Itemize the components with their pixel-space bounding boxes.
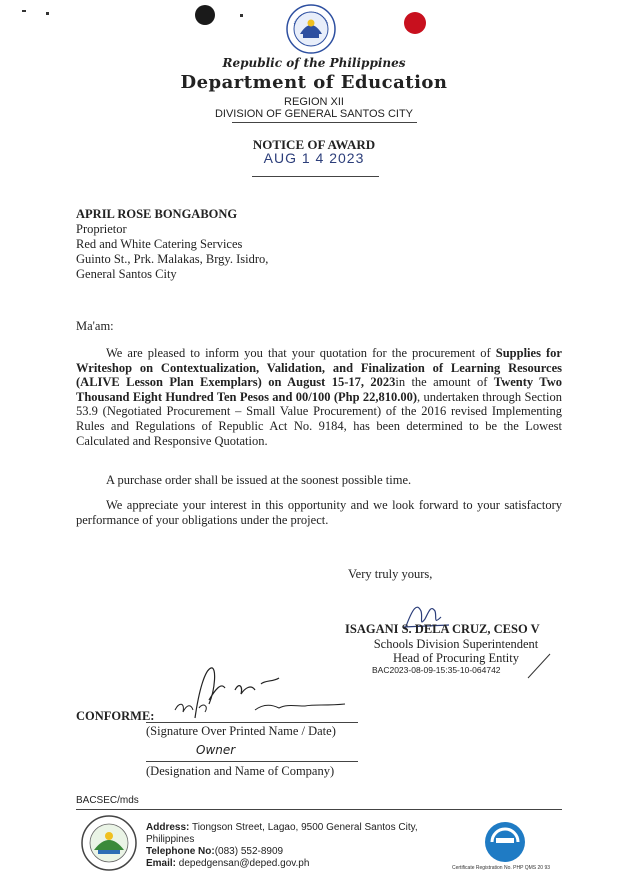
addressee-street: Guinto St., Prk. Malakas, Brgy. Isidro, xyxy=(76,252,269,266)
date-stamp: AUG 1 4 2023 xyxy=(263,150,365,166)
paragraph-appreciation: We appreciate your interest in this opportunity and we look forward to your satisfactory performance of your obligations under the project. xyxy=(76,498,562,527)
certificate-registration: Certificate Registration No. PHP QMS 20 93 xyxy=(452,865,551,871)
footer-email xyxy=(146,858,309,869)
notice-title: NOTICE OF AWARD xyxy=(252,137,376,152)
scan-speck xyxy=(240,14,243,17)
closing: Very truly yours, xyxy=(348,567,433,581)
salutation: Ma'am: xyxy=(76,319,114,333)
conforme-signature-line xyxy=(146,722,358,723)
scan-speck xyxy=(46,12,49,15)
designation-line xyxy=(146,761,358,762)
footer-address xyxy=(146,822,418,833)
signatory-name: ISAGANI S. DELA CRUZ, CESO V xyxy=(345,622,540,636)
telephone-label: Telephone No: xyxy=(146,846,215,857)
signatory-role: Head of Procuring Entity xyxy=(392,651,519,665)
black-circle-mark xyxy=(195,5,215,25)
deped-seal-logo xyxy=(286,4,336,54)
department-heading: Department of Education xyxy=(180,72,448,93)
republic-heading: Republic of the Philippines xyxy=(222,56,406,70)
handwritten-designation: Owner xyxy=(196,743,236,757)
telephone-value: (083) 552-8909 xyxy=(214,846,284,857)
p1-text-c: in the amount of xyxy=(395,375,494,390)
bacsec-initials: BACSEC/mds xyxy=(76,795,139,806)
paragraph-award xyxy=(76,346,562,448)
header-divider xyxy=(232,122,417,123)
email-value: depedgensan@deped.gov.ph xyxy=(176,858,310,869)
addressee-title: Proprietor xyxy=(76,222,127,236)
conforme-signature xyxy=(155,660,355,724)
addressee-company: Red and White Catering Services xyxy=(76,237,243,251)
designation-caption: (Designation and Name of Company) xyxy=(146,764,335,778)
signature-caption: (Signature Over Printed Name / Date) xyxy=(146,724,336,738)
p1-text-e: , undertaken through Section 53.9 (Negotiated Procurement – Small Value Procurement) of the 2016 revised Implementing Rules and Regulations of Republic Act No. 9184, has been determined to be the Lowest Calculated and Responsive Quotation. xyxy=(76,389,562,448)
bac-reference-number: BAC2023-08-09-15:35-10-064742 xyxy=(372,665,501,675)
address-value: Tiongson Street, Lagao, 9500 General Santos City, xyxy=(189,822,418,833)
region-heading: REGION XII xyxy=(284,96,344,108)
date-divider xyxy=(252,176,379,177)
paragraph-purchase-order: A purchase order shall be issued at the soonest possible time. xyxy=(106,473,412,487)
check-mark-scribble xyxy=(524,650,554,680)
addressee-block xyxy=(76,207,268,282)
tuv-certification-logo xyxy=(482,820,528,864)
division-heading: DIVISION OF GENERAL SANTOS CITY xyxy=(214,108,414,120)
red-circle-mark xyxy=(404,12,426,34)
division-seal-logo xyxy=(80,814,138,872)
scan-speck xyxy=(22,10,26,12)
p1-amount: Twenty Two Thousand Eight Hundred Ten Pesos and 00/100 (Php 22,810.00) xyxy=(76,375,562,404)
address-label: Address: xyxy=(146,822,190,833)
footer-divider xyxy=(76,809,562,810)
signatory-position: Schools Division Superintendent xyxy=(373,637,539,651)
p1-subject: Supplies for Writeshop on Contextualization, Validation, and Finalization of Learning Resources (ALIVE Lesson Plan Exemplars) on August 15-17, 2023 xyxy=(76,346,562,390)
email-label: Email: xyxy=(146,858,177,869)
footer-address-line2: Philippines xyxy=(146,834,195,845)
addressee-name: APRIL ROSE BONGABONG xyxy=(76,207,238,221)
conforme-label: CONFORME: xyxy=(76,709,155,723)
footer-telephone xyxy=(146,846,283,857)
addressee-city: General Santos City xyxy=(76,267,177,281)
p1-text-a: We are pleased to inform you that your quotation for the procurement of xyxy=(106,346,496,360)
